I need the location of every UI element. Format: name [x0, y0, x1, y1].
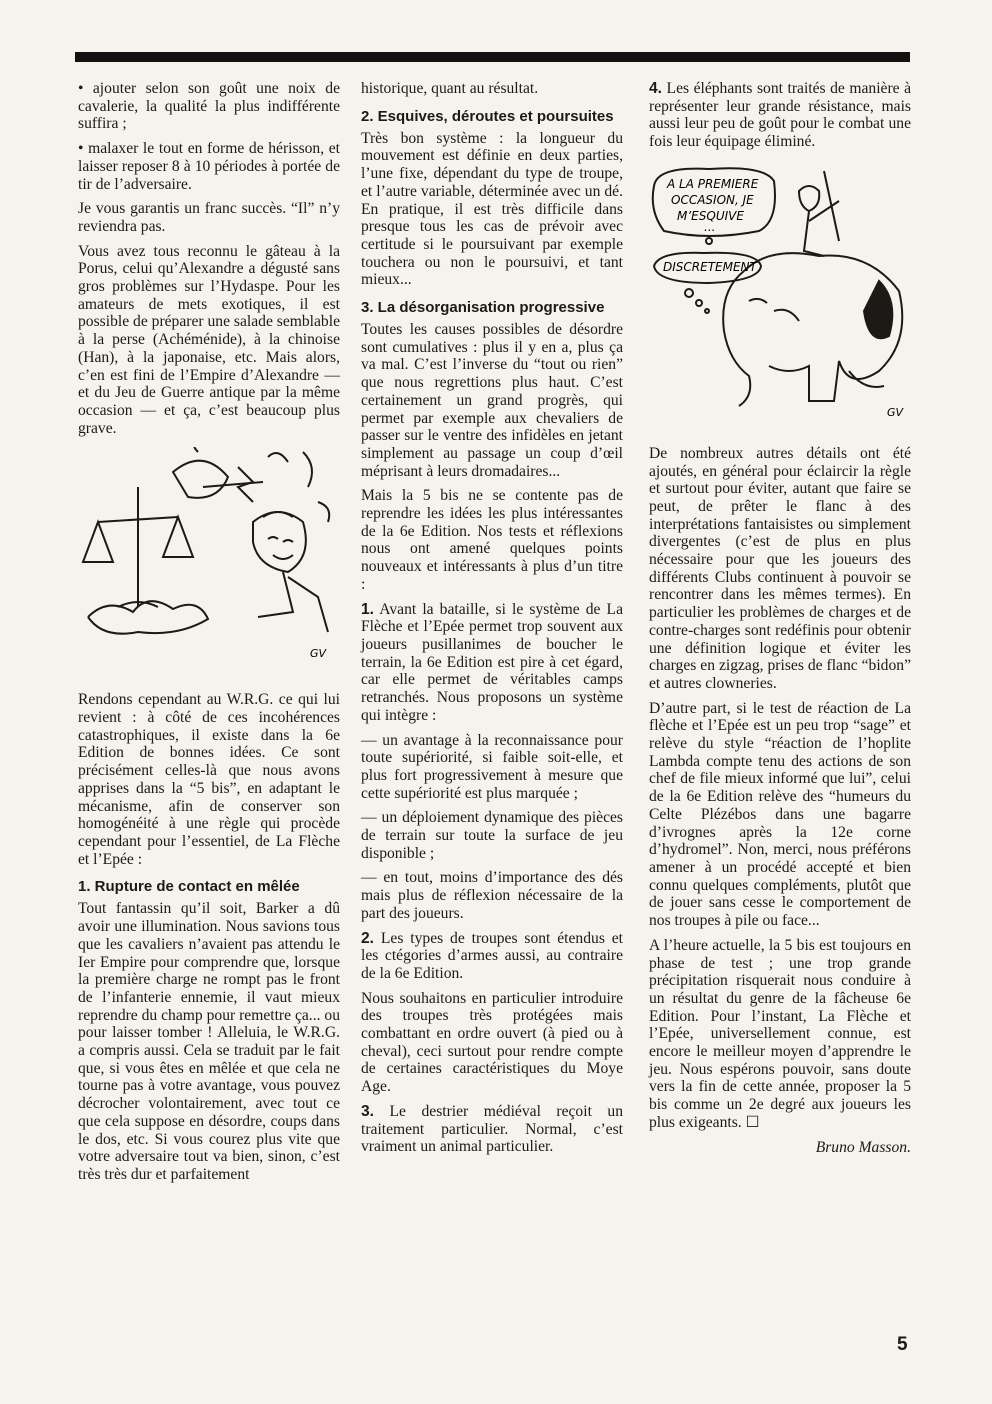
- paragraph: Tout fantassin qu’il soit, Barker a dû avoir une illumination. Nous savions tous que les cavaliers n’avaient pas attendu le Ier Empire pour comprendre que, lorsque la première charge ne rompt pas le front de l’infanterie ennemie, il vaut mieux reprendre du champ pour remettre ça... ou pour laisser tomber ! Alleluia, le W.R.G. a compris aussi. Cela se traduit par le fait que, si vous êtes en mêlée et que cela ne tourne pas à votre avantage, vous pouvez décrocher volontairement, avec tout ce que cela suppose en désordre, coups dans le dos, etc. Si vous courez plus vite que votre adversaire tout va bien, sinon, c’est très très dur et parfaitement: [78, 900, 340, 1183]
- column-2: [361, 80, 623, 1163]
- item-text: Le destrier médiéval reçoit un traitement particulier. Normal, c’est vraiment un animal particulier.: [361, 1102, 623, 1156]
- page-number: 5: [897, 1334, 908, 1355]
- item-number: 1.: [361, 600, 375, 618]
- paragraph: D’autre part, si le test de réaction de La flèche et l’Epée est un peu trop “sage” et relève du style “réaction de l’hoplite Lambda compte tenu des actions de son chef de file mieux informé que lui”, celui de la 6e Edition relève des “humeurs du Celte Plézébos dans une bagarre d’ivrognes après la 12e corne d’hydromel”. Non, merci, nous préférons amener à un procédé accepté et bien connu quelques compléments, plutôt que de jouer sans cesse le comportement de nos troupes à pile ou face...: [649, 699, 911, 930]
- speech-bubble-line: ...: [704, 219, 716, 234]
- paragraph: — un avantage à la reconnaissance pour toute supériorité, si faible soit-elle, et plus fort progressivement à mesure que cette supériorité est plus marquée ;: [361, 731, 623, 802]
- paragraph: Très bon système : la longueur du mouvement est définie en deux parties, l’une fixe, dépendant du type de troupe, et l’autre variable, déterminée avec un dé. En pratique, il est très difficile dans presque tous les cas de prévoir avec certitude si le poursuivant par exemple touchera ou non le poursuivi, et tant mieux...: [361, 129, 623, 289]
- section-heading: 3. La désorganisation progressive: [361, 299, 605, 317]
- paragraph: A l’heure actuelle, la 5 bis est toujours en phase de test ; une trop grande précipitation risquerait nous conduire à un résultat du genre de la fâcheuse 6e Edition. Pour l’instant, La Flèche et l’Epée, universellement connue, est encore le meilleur moyen d’apprendre le jeu. Nous espérons pouvoir, sans doute vers la fin de cette année, proposer la 5 bis comme un 2e degré aux joueurs les plus exigeants. ☐: [649, 936, 911, 1131]
- speech-bubble-text: DISCRETEMENT: [663, 259, 757, 274]
- numbered-paragraph: [361, 601, 623, 725]
- paragraph: — en tout, moins d’importance des dés mais plus de réflexion nécessaire de la part des joueurs.: [361, 869, 623, 922]
- top-rule: [75, 52, 910, 62]
- bullet-paragraph: • ajouter selon son goût une noix de cavalerie, la qualité la plus indifférente suffira ;: [78, 80, 340, 133]
- paragraph: Vous avez tous reconnu le gâteau à la Porus, celui qu’Alexandre a dégusté sans gros problèmes sur l’Hydaspe. Pour les amateurs de mets exotiques, il est possible de préparer une salade semblable à la perse (Achéménide), à la chinoise (Han), à la japonaise, etc. Mais alors, c’en est fini de l’Empire d’Alexandre — et du Jeu de Guerre antique par la même occasion — et ça, c’est beaucoup plus grave.: [78, 242, 340, 437]
- paragraph: Nous souhaitons en particulier introduire des troupes très protégées mais combattant en ordre ouvert (à pied ou à cheval), ceci surtout pour rendre compte de certaines caractéristiques du Moye Age.: [361, 989, 623, 1096]
- section-heading: 1. Rupture de contact en mêlée: [78, 878, 300, 896]
- author-signature: Bruno Masson.: [815, 1138, 911, 1156]
- item-text: Les types de troupes sont étendus et les ctégories d’armes aussi, au contraire de la 6e Edition.: [361, 929, 624, 982]
- speech-bubble-line: OCCASION, JE: [671, 192, 754, 207]
- bullet-paragraph: • malaxer le tout en forme de hérisson, et laisser reposer 8 à 10 périodes à portée de tir de l’adversaire.: [78, 140, 340, 193]
- column-3: [649, 80, 911, 1163]
- speech-bubble-line: A LA PREMIERE: [667, 176, 759, 191]
- illustrator-signature: GV: [887, 405, 904, 419]
- item-text: Les éléphants sont traités de manière à représenter leur grande résistance, mais aussi leur peu de goût pour le combat une fois leur équipage éliminé.: [649, 80, 912, 151]
- item-text: Avant la bataille, si le système de La Flèche et l’Epée permet trop souvent aux joueurs pusillanimes de boucher le terrain, la 6e Edition est pire à cet égard, car elle permet de véritables camps retranchés. Nous proposons un système qui intègre :: [361, 600, 624, 724]
- speech-bubble-line: M’ESQUIVE: [677, 208, 744, 223]
- paragraph: Rendons cependant au W.R.G. ce qui lui revient : à côté de ces incohérences catastrophiques, il existe dans la 6e Edition de bonnes idées. Ce sont précisément celles-là que nous avons apprises dans la “5 bis”, en adaptant le mécanisme, afin de conserver son homogénéité à une règle qui procède cependant pour l’essentiel, de La Flèche et l’Epée :: [78, 691, 340, 868]
- paragraph: — un déploiement dynamique des pièces de terrain sur toute la surface de jeu disponible ;: [361, 809, 623, 862]
- judge-scales-illustration: [78, 447, 340, 677]
- item-number: 2.: [361, 929, 375, 947]
- paragraph: Mais la 5 bis ne se contente pas de reprendre les idées les plus intéressantes de la 6e Edition. Nos tests et réflexions nous ont amené quelques points nouveaux et intéressants à plus d’un titre :: [361, 487, 623, 593]
- paragraph: historique, quant au résultat.: [361, 80, 539, 97]
- numbered-paragraph: [361, 1103, 623, 1156]
- item-number: 3.: [361, 1102, 375, 1120]
- elephant-illustration: [649, 161, 911, 431]
- numbered-paragraph: [649, 80, 911, 151]
- paragraph: Je vous garantis un franc succès. “Il” n’y reviendra pas.: [78, 200, 340, 235]
- paragraph: Toutes les causes possibles de désordre sont cumulatives : plus il y en a, plus ça va mal. C’est l’inverse du “tout ou rien” que nous regrettions plus haut. C’est certainement un grand progrès, qui permet par exemple aux chevaliers de passer sur le ventre des infidèles en jetant simplement au passage un coup d’œil méprisant à leurs dromadaires...: [361, 321, 623, 480]
- paragraph: De nombreux autres détails ont été ajoutés, en général pour éclaircir la règle et surtout pour éviter, autant que faire se peut, de prêter le flanc à des interprétations fantaisistes ou simplement divergentes (c’est de plus en plus nécessaire pour que les joueurs des différents Clubs continuent à pouvoir se rencontrer dans les mêmes termes). En particulier les problèmes de charges et de contre-charges sont redéfinis pour obtenir une définition logique et éviter les charges en zigzag, prises de flanc “bidon” et autres clowneries.: [649, 444, 911, 692]
- column-1: [78, 80, 340, 1191]
- item-number: 4.: [649, 80, 663, 97]
- illustrator-signature: GV: [310, 647, 327, 661]
- section-heading: 2. Esquives, déroutes et poursuites: [361, 107, 614, 125]
- numbered-paragraph: [361, 930, 623, 983]
